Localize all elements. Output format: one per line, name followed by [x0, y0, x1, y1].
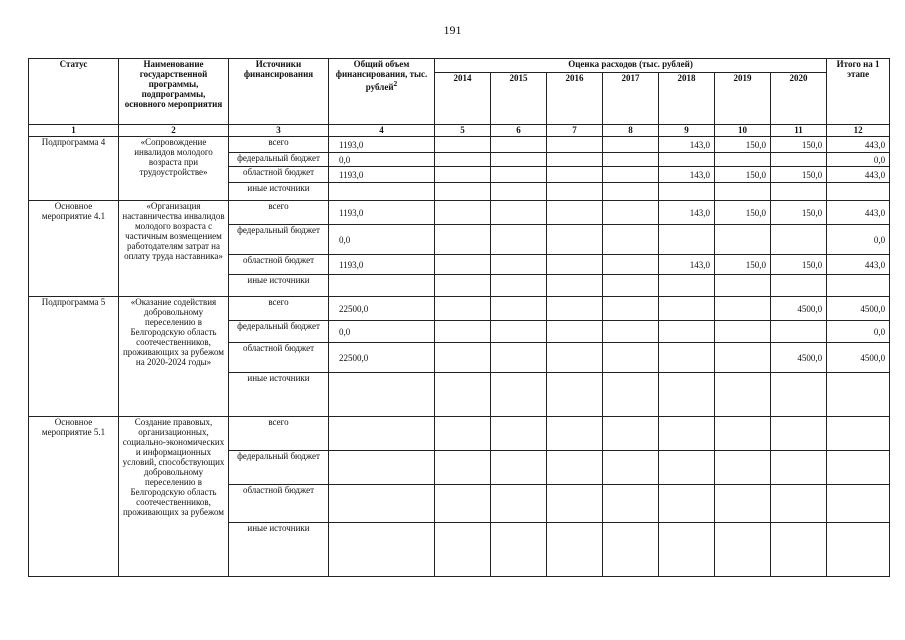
year-value-2015: [491, 255, 547, 275]
itogo-value: [827, 417, 890, 451]
block-status: Подпрограмма 5: [29, 297, 119, 417]
itogo-value: 4500,0: [827, 343, 890, 373]
header-total-footnote: 2: [393, 79, 398, 88]
column-number: 1: [29, 125, 119, 137]
year-value-2018: [659, 225, 715, 255]
column-number: 7: [547, 125, 603, 137]
total-value: 0,0: [329, 225, 435, 255]
funding-source: всего: [229, 297, 329, 321]
year-value-2020: 150,0: [771, 137, 827, 153]
year-value-2016: [547, 523, 603, 577]
year-value-2017: [603, 183, 659, 201]
year-value-2019: [715, 183, 771, 201]
year-value-2019: [715, 373, 771, 417]
year-value-2014: [435, 297, 491, 321]
page-number: 191: [443, 23, 462, 37]
year-value-2016: [547, 417, 603, 451]
funding-source: областной бюджет: [229, 255, 329, 275]
header-year-2020: 2020: [771, 73, 827, 125]
header-total: [329, 59, 435, 125]
year-value-2017: [603, 275, 659, 297]
year-value-2019: [715, 153, 771, 167]
header-year-2015: 2015: [491, 73, 547, 125]
itogo-value: 0,0: [827, 153, 890, 167]
total-value: 0,0: [329, 321, 435, 343]
funding-source: иные источники: [229, 183, 329, 201]
year-value-2016: [547, 321, 603, 343]
year-value-2017: [603, 201, 659, 225]
total-value: [329, 275, 435, 297]
year-value-2017: [603, 297, 659, 321]
year-value-2018: [659, 417, 715, 451]
itogo-value: 443,0: [827, 201, 890, 225]
funding-source: всего: [229, 417, 329, 451]
total-value: 1193,0: [329, 167, 435, 183]
total-value: 22500,0: [329, 343, 435, 373]
year-value-2016: [547, 201, 603, 225]
itogo-value: 443,0: [827, 137, 890, 153]
column-number: 12: [827, 125, 890, 137]
funding-source: федеральный бюджет: [229, 321, 329, 343]
year-value-2015: [491, 201, 547, 225]
header-name: Наименование государственной программы, подпрограммы, основного мероприятия: [119, 59, 229, 125]
year-value-2019: [715, 275, 771, 297]
itogo-value: 0,0: [827, 321, 890, 343]
year-value-2019: 150,0: [715, 167, 771, 183]
year-value-2018: [659, 343, 715, 373]
itogo-value: 4500,0: [827, 297, 890, 321]
year-value-2020: [771, 321, 827, 343]
year-value-2017: [603, 321, 659, 343]
header-year-2019: 2019: [715, 73, 771, 125]
year-value-2017: [603, 225, 659, 255]
year-value-2016: [547, 183, 603, 201]
year-value-2017: [603, 373, 659, 417]
year-value-2020: 4500,0: [771, 297, 827, 321]
year-value-2017: [603, 451, 659, 485]
year-value-2014: [435, 485, 491, 523]
year-value-2015: [491, 275, 547, 297]
year-value-2015: [491, 153, 547, 167]
year-value-2018: 143,0: [659, 201, 715, 225]
year-value-2016: [547, 225, 603, 255]
block-name: «Сопровождение инвалидов молодого возраста при трудоустройстве»: [119, 137, 229, 201]
year-value-2019: [715, 297, 771, 321]
header-year-2016: 2016: [547, 73, 603, 125]
year-value-2015: [491, 485, 547, 523]
funding-source: федеральный бюджет: [229, 451, 329, 485]
total-value: [329, 183, 435, 201]
column-number: 2: [119, 125, 229, 137]
year-value-2014: [435, 275, 491, 297]
year-value-2017: [603, 137, 659, 153]
year-value-2020: [771, 485, 827, 523]
block-status: Подпрограмма 4: [29, 137, 119, 201]
header-total-text: Общий объем финансирования, тыс. рублей: [335, 59, 428, 92]
year-value-2018: [659, 153, 715, 167]
year-value-2016: [547, 451, 603, 485]
year-value-2014: [435, 321, 491, 343]
year-value-2014: [435, 183, 491, 201]
total-value: 22500,0: [329, 297, 435, 321]
header-year-2014: 2014: [435, 73, 491, 125]
total-value: [329, 373, 435, 417]
year-value-2017: [603, 153, 659, 167]
year-value-2016: [547, 255, 603, 275]
year-value-2020: [771, 183, 827, 201]
block-status: Основное мероприятие 5.1: [29, 417, 119, 577]
year-value-2016: [547, 485, 603, 523]
itogo-value: [827, 275, 890, 297]
column-number: 9: [659, 125, 715, 137]
itogo-value: [827, 451, 890, 485]
year-value-2014: [435, 137, 491, 153]
year-value-2020: [771, 523, 827, 577]
block-name: «Организация наставничества инвалидов молодого возраста с частичным возмещением работодателям затрат на оплату труда наставника»: [119, 201, 229, 297]
year-value-2015: [491, 183, 547, 201]
year-value-2020: 4500,0: [771, 343, 827, 373]
year-value-2020: 150,0: [771, 201, 827, 225]
year-value-2019: [715, 485, 771, 523]
block-name: «Оказание содействия добровольному переселению в Белгородскую область соотечественников, проживающих за рубежом на 2020-2024 годы»: [119, 297, 229, 417]
year-value-2016: [547, 373, 603, 417]
itogo-value: 0,0: [827, 225, 890, 255]
year-value-2019: 150,0: [715, 201, 771, 225]
year-value-2015: [491, 451, 547, 485]
year-value-2016: [547, 153, 603, 167]
header-itogo: Итого на 1 этапе: [827, 59, 890, 125]
year-value-2019: [715, 321, 771, 343]
total-value: 1193,0: [329, 255, 435, 275]
year-value-2020: 150,0: [771, 255, 827, 275]
header-status: Статус: [29, 59, 119, 125]
year-value-2019: [715, 523, 771, 577]
year-value-2018: 143,0: [659, 167, 715, 183]
year-value-2017: [603, 485, 659, 523]
year-value-2015: [491, 297, 547, 321]
year-value-2018: [659, 451, 715, 485]
year-value-2016: [547, 275, 603, 297]
year-value-2017: [603, 523, 659, 577]
year-value-2015: [491, 167, 547, 183]
year-value-2019: [715, 225, 771, 255]
total-value: 1193,0: [329, 137, 435, 153]
year-value-2014: [435, 523, 491, 577]
year-value-2014: [435, 167, 491, 183]
itogo-value: [827, 523, 890, 577]
year-value-2017: [603, 255, 659, 275]
year-value-2014: [435, 153, 491, 167]
funding-source: областной бюджет: [229, 343, 329, 373]
column-number: 11: [771, 125, 827, 137]
itogo-value: 443,0: [827, 255, 890, 275]
funding-source: областной бюджет: [229, 485, 329, 523]
header-sources: Источники финансирования: [229, 59, 329, 125]
funding-source: всего: [229, 201, 329, 225]
year-value-2014: [435, 255, 491, 275]
year-value-2015: [491, 373, 547, 417]
year-value-2018: 143,0: [659, 255, 715, 275]
header-year-2018: 2018: [659, 73, 715, 125]
year-value-2015: [491, 137, 547, 153]
year-value-2019: 150,0: [715, 137, 771, 153]
itogo-value: [827, 373, 890, 417]
itogo-value: [827, 485, 890, 523]
column-number: 6: [491, 125, 547, 137]
year-value-2018: [659, 523, 715, 577]
year-value-2015: [491, 417, 547, 451]
year-value-2016: [547, 167, 603, 183]
year-value-2017: [603, 417, 659, 451]
column-number: 10: [715, 125, 771, 137]
table-row: [29, 417, 890, 451]
column-number: 3: [229, 125, 329, 137]
column-number: 5: [435, 125, 491, 137]
year-value-2016: [547, 137, 603, 153]
total-value: [329, 417, 435, 451]
itogo-value: [827, 183, 890, 201]
year-value-2018: [659, 321, 715, 343]
year-value-2015: [491, 225, 547, 255]
funding-source: областной бюджет: [229, 167, 329, 183]
header-year-2017: 2017: [603, 73, 659, 125]
year-value-2016: [547, 297, 603, 321]
year-value-2019: [715, 417, 771, 451]
year-value-2014: [435, 451, 491, 485]
itogo-value: 443,0: [827, 167, 890, 183]
year-value-2020: 150,0: [771, 167, 827, 183]
year-value-2020: [771, 373, 827, 417]
funding-source: федеральный бюджет: [229, 225, 329, 255]
year-value-2020: [771, 451, 827, 485]
funding-source: всего: [229, 137, 329, 153]
funding-source: иные источники: [229, 523, 329, 577]
year-value-2019: [715, 451, 771, 485]
year-value-2018: [659, 373, 715, 417]
year-value-2020: [771, 153, 827, 167]
year-value-2014: [435, 225, 491, 255]
year-value-2015: [491, 523, 547, 577]
year-value-2014: [435, 343, 491, 373]
column-number: 4: [329, 125, 435, 137]
funding-source: иные источники: [229, 275, 329, 297]
year-value-2015: [491, 343, 547, 373]
funding-source: федеральный бюджет: [229, 153, 329, 167]
year-value-2018: [659, 297, 715, 321]
year-value-2017: [603, 167, 659, 183]
year-value-2018: 143,0: [659, 137, 715, 153]
year-value-2020: [771, 275, 827, 297]
total-value: [329, 485, 435, 523]
column-number: 8: [603, 125, 659, 137]
table-row: [29, 297, 890, 321]
year-value-2018: [659, 183, 715, 201]
year-value-2015: [491, 321, 547, 343]
header-estimate: Оценка расходов (тыс. рублей): [435, 59, 827, 73]
budget-table: [28, 58, 890, 577]
table-row: [29, 201, 890, 225]
year-value-2014: [435, 373, 491, 417]
year-value-2016: [547, 343, 603, 373]
year-value-2017: [603, 343, 659, 373]
block-status: Основное мероприятие 4.1: [29, 201, 119, 297]
year-value-2014: [435, 417, 491, 451]
year-value-2014: [435, 201, 491, 225]
year-value-2018: [659, 485, 715, 523]
year-value-2020: [771, 225, 827, 255]
total-value: 0,0: [329, 153, 435, 167]
year-value-2020: [771, 417, 827, 451]
year-value-2019: [715, 343, 771, 373]
total-value: [329, 523, 435, 577]
total-value: 1193,0: [329, 201, 435, 225]
funding-source: иные источники: [229, 373, 329, 417]
year-value-2019: 150,0: [715, 255, 771, 275]
block-name: Создание правовых, организационных, социально-экономических и информационных условий, способствующих добровольному переселению в Белгородскую область соотечественников, проживающих за рубежом: [119, 417, 229, 577]
total-value: [329, 451, 435, 485]
year-value-2018: [659, 275, 715, 297]
table-row: [29, 137, 890, 153]
